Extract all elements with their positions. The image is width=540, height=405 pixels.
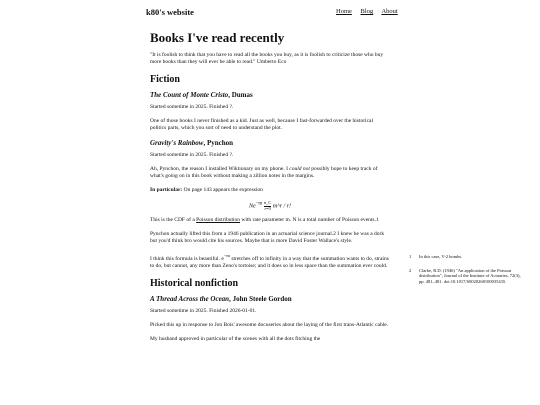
book-author: , Dumas: [228, 91, 253, 99]
nav: [336, 8, 405, 15]
sidenotes: [409, 254, 527, 292]
sidenote-number: 1: [409, 254, 412, 259]
text-run: with rate parameter m. N is a total number of Poisson events.1: [240, 217, 379, 223]
book-title: The Count of Monte Cristo: [150, 91, 229, 99]
section-heading-fiction: Fiction: [150, 74, 180, 85]
book-title: Gravity's Rainbow: [150, 139, 204, 147]
bold-label: In particular:: [150, 187, 183, 193]
book-paragraph: Pynchon actually lifted this from a 1946 publication in an actuarial science journal.2 I knew he was a dork but you'd think bro would cite his sources. Maybe that is more David Foster Wallace's style.: [150, 231, 385, 244]
math-prefix: Ne: [248, 203, 256, 210]
poisson-distribution-link[interactable]: Poisson distribution: [196, 217, 240, 223]
book-author: , Pynchon: [203, 139, 234, 147]
text-run: stretches off to infinity in a way that the summation wants to do, strains to do, but cannot, any more than Zeno's tortoise; and it does so in less space than the summation ever could.: [150, 255, 389, 269]
math-exponent: −m: [255, 201, 263, 207]
epigraph-quote: "It is foolish to think that you have to read all the books you buy, as it is foolish to criticize those who buy more books than they will ever be able to read." Umberto Eco: [150, 52, 384, 65]
math-fraction: [264, 201, 272, 211]
math-exponent: −m: [223, 253, 230, 258]
text-run: possibly hope to keep track of what's going on in this book without making a zillion notes in the margins.: [150, 166, 378, 179]
text-run: On page 143 appears the expression: [182, 187, 263, 193]
book-heading: [150, 139, 390, 147]
book-author: , John Steele Gordon: [229, 294, 292, 303]
book-paragraph: My husband approved in particular of the scenes with all the dots fitching the: [150, 335, 321, 342]
site-header: [0, 0, 540, 24]
text-run: I think this formula is beautiful. e: [150, 255, 224, 262]
book-paragraph: Started sometime in 2025. Finished 2026-01-01.: [150, 307, 257, 314]
book-paragraph: [150, 252, 390, 270]
book-paragraph: Started sometime in 2025. Finished ?.: [150, 104, 234, 110]
emphasis-text: could not: [289, 166, 310, 172]
section-heading-nonfiction: Historical nonfiction: [150, 277, 239, 289]
math-fraction-top: n_C: [263, 200, 272, 205]
main-content: [150, 30, 390, 350]
nav-blog-link[interactable]: Blog: [360, 8, 374, 15]
math-sum-term: m^r / r!: [272, 203, 292, 210]
book-paragraph: [150, 217, 390, 224]
sidenote: [409, 268, 527, 285]
sidenote-text: In this case, V-2 bombs.: [419, 254, 463, 259]
book-heading: [150, 295, 390, 303]
site-title[interactable]: k80's website: [146, 7, 194, 17]
book-title: A Thread Across the Ocean: [150, 294, 230, 303]
nav-home-link[interactable]: Home: [336, 8, 352, 15]
book-paragraph: One of those books I never finished as a kid. Just as well, because I fast-forwarded over the historical politics parts, which you sort of need to understand the plot.: [150, 118, 373, 131]
nav-about-link[interactable]: About: [381, 8, 398, 15]
text-run: Ah, Pynchon, the reason I installed Wiktionary on my phone. I: [150, 166, 290, 172]
page-title: Books I've read recently: [150, 30, 285, 45]
book-paragraph: [150, 187, 390, 194]
book-paragraph: Started sometime in 2025. Finished ?.: [150, 152, 234, 158]
math-fraction-bottom: r=0: [264, 205, 271, 211]
math-expression: [150, 201, 390, 211]
sidenote: [409, 254, 527, 260]
sidenote-number: 2: [409, 267, 412, 273]
text-run: This is the CDF of a: [150, 217, 197, 223]
sidenote-text: Clarke, R.D. (1946) "An application of the Poisson distribution", Journal of the Institute of Actuaries, 72(3), pp. 481–481. doi:10.1017/S0020268100035435.: [419, 267, 521, 284]
book-heading: [150, 91, 390, 99]
book-paragraph: [150, 166, 390, 180]
book-paragraph: Picked this up in response to Jon Bois' awesome docuseries about the laying of the first trans-Atlantic cable.: [150, 321, 389, 328]
